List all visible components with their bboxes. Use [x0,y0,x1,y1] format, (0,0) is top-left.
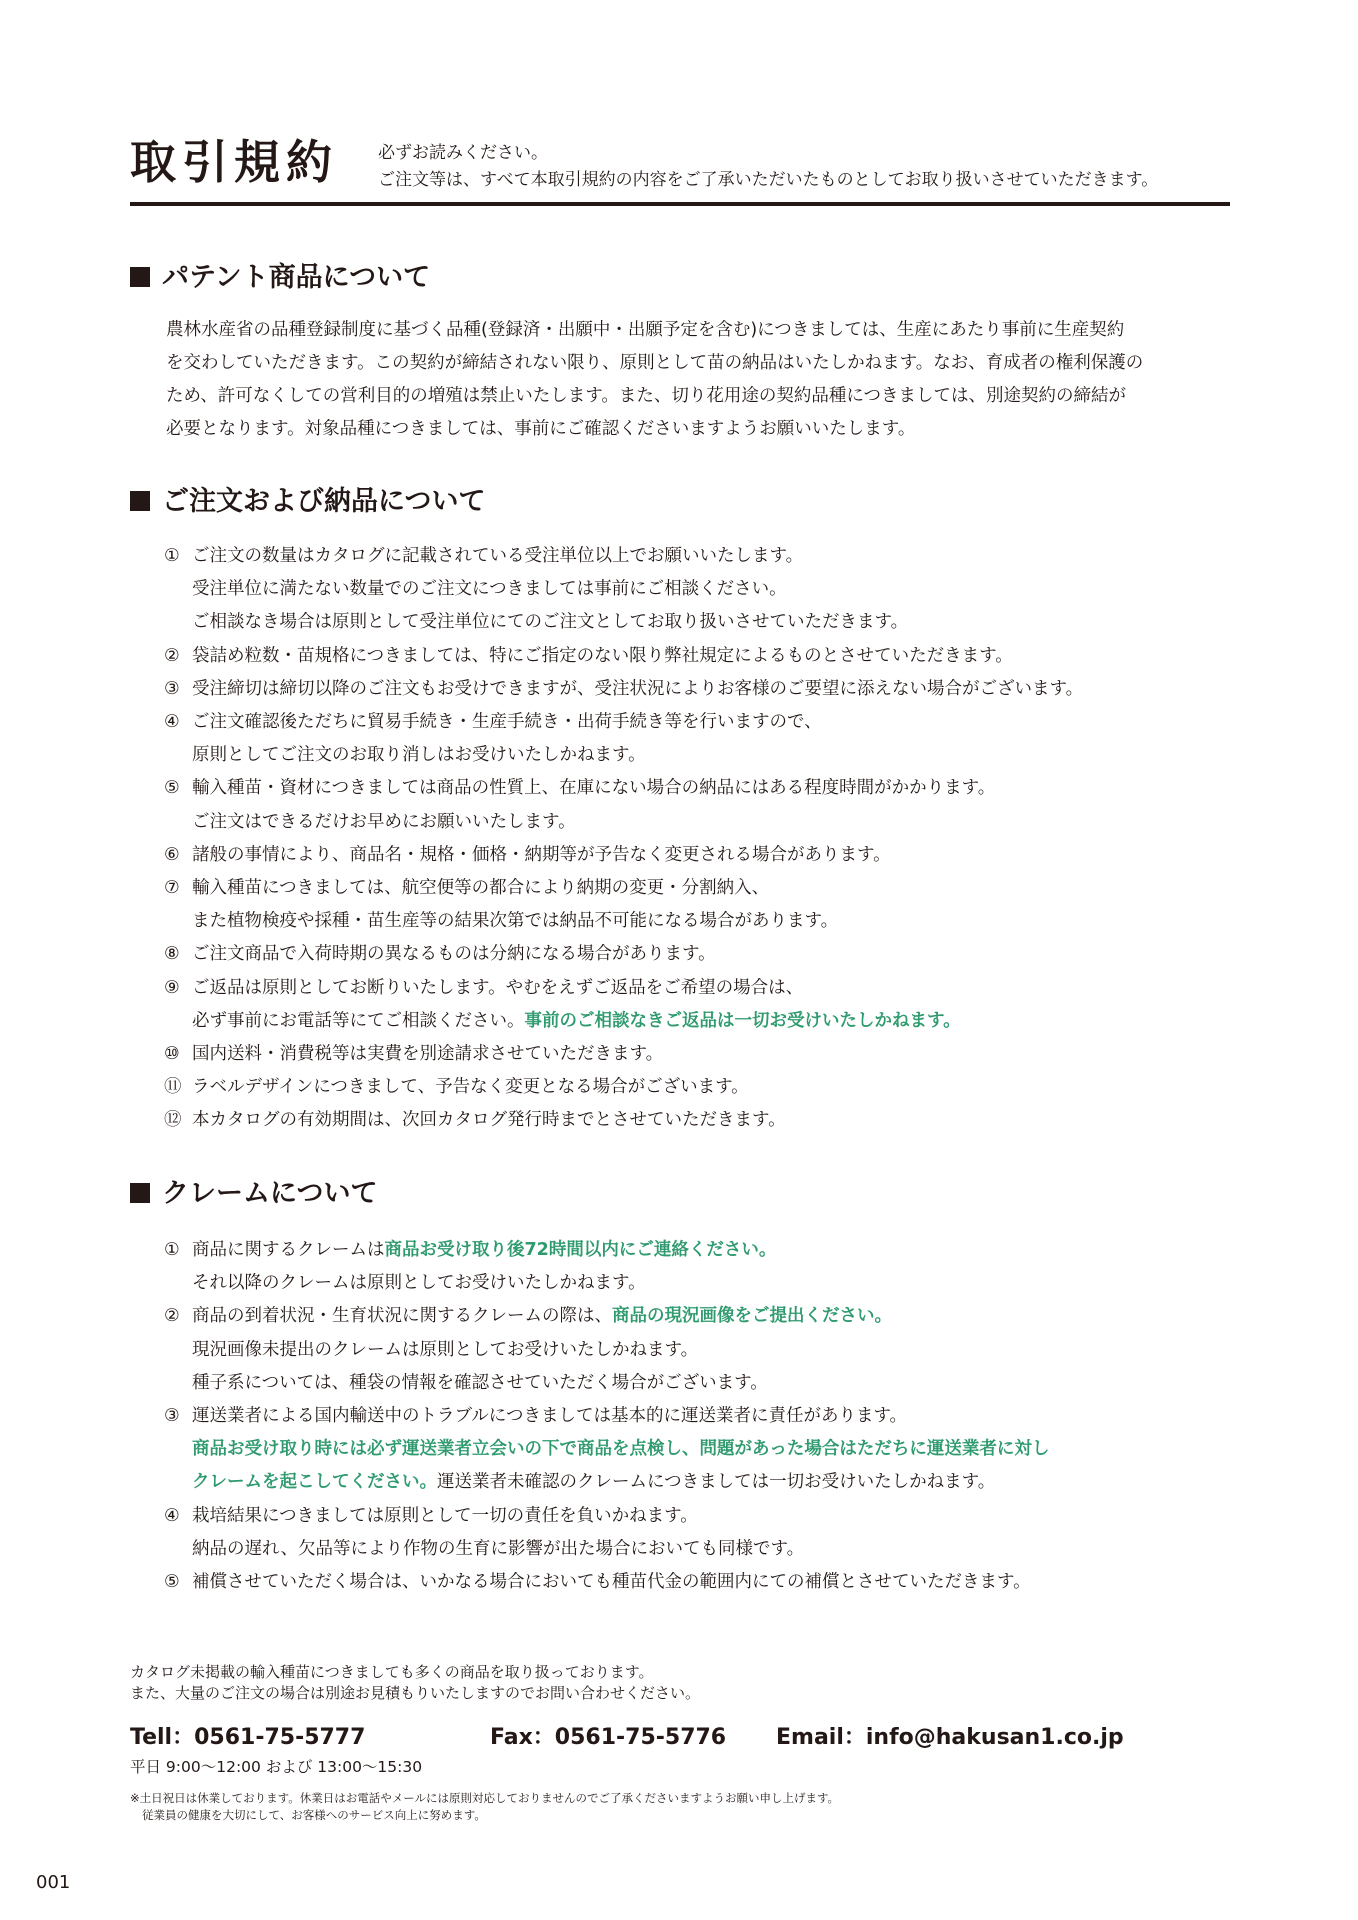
footer-note-line: カタログ未掲載の輸入種苗につきましても多くの商品を取り扱っております。 [130,1663,654,1681]
item-line: 種子系については、種袋の情報を確認させていただく場合がございます。 [192,1372,768,1393]
item-line: また植物検疫や採種・苗生産等の結果次第では納品不可能になる場合があります。 [192,911,839,932]
contact-info [130,1720,1230,1750]
list-item [166,706,1246,772]
list-item [166,540,1246,640]
page-subtitle [378,140,1158,194]
square-bullet-icon [130,267,150,287]
item-line: ご注文商品で入荷時期の異なるものは分納になる場合があります。 [192,944,716,965]
item-text: 必ず事前にお電話等にてご相談ください。 [192,1010,525,1031]
item-number: ③ [164,678,180,699]
list-item [166,1500,1246,1566]
item-line: 国内送料・消費税等は実費を別途請求させていただきます。 [192,1044,664,1065]
list-item [166,1038,1246,1071]
highlight-text: 商品の現況画像をご提出ください。 [612,1306,892,1327]
item-number: ⑤ [164,1572,180,1593]
page-title: 取引規約 [130,135,338,189]
item-line: 原則としてご注文のお取り消しはお受けいたしかねます。 [192,745,646,766]
item-number: ⑥ [164,844,180,865]
paragraph-line: 農林水産省の品種登録制度に基づく品種(登録済・出願中・出願予定を含む)につきましては、生産にあたり事前に生産契約 [166,320,1125,340]
footer-note [130,1662,700,1704]
phone-number: Tell：0561-75-5777 [130,1725,366,1750]
item-number: ⑧ [164,944,180,965]
section-heading-orders [130,484,485,520]
item-line: 現況画像未提出のクレームは原則としてお受けいたしかねます。 [192,1339,699,1360]
item-number: ⑤ [164,778,180,799]
item-line [192,1466,1246,1499]
item-line: ラベルデザインにつきまして、予告なく変更となる場合がございます。 [192,1077,749,1098]
list-item [166,938,1246,971]
section-heading-claims [130,1176,377,1212]
paragraph-line: を交わしていただきます。この契約が締結されない限り、原則として苗の納品はいたしかねます。なお、育成者の権利保護の [166,353,1144,373]
highlight-text: 商品お受け取り後72時間以内にご連絡ください。 [384,1240,777,1260]
list-item [166,772,1246,838]
item-number: ① [164,546,180,566]
item-line: 本カタログの有効期間は、次回カタログ発行時までとさせていただきます。 [192,1110,786,1131]
item-number: ⑪ [164,1077,182,1098]
list-item [166,640,1246,673]
item-number: ① [164,1240,180,1260]
list-item [166,1300,1246,1400]
list-item [166,1566,1246,1599]
section-heading-patent [130,260,430,296]
list-item [166,972,1246,1038]
item-number: ⑫ [164,1110,182,1131]
heading-text: クレームについて [162,1178,378,1209]
item-line: それ以降のクレームは原則としてお受けいたしかねます。 [192,1273,646,1294]
item-text: 運送業者未確認のクレームにつきましては一切お受けいたしかねます。 [437,1472,996,1493]
item-number: ④ [164,712,180,733]
highlight-text: 商品お受け取り時には必ず運送業者立会いの下で商品を点検し、問題があった場合はただちに運送業者に対し [192,1439,1050,1460]
list-item [166,1071,1246,1104]
paragraph-line: 必要となります。対象品種につきましては、事前にご確認くださいますようお願いいたします。 [166,419,916,439]
square-bullet-icon [130,491,150,511]
item-line: ご注文はできるだけお早めにお願いいたします。 [192,811,576,832]
subtitle-line: ご注文等は、すべて本取引規約の内容をご了承いただいたものとしてお取り扱いさせていただきます。 [378,170,1159,190]
heading-text: ご注文および納品について [162,486,486,517]
small-note-line: 従業員の健康を大切にして、お客様へのサービス向上に努めます。 [142,1808,486,1822]
list-item [166,1234,1246,1300]
item-line: 輸入種苗・資材につきましては商品の性質上、在庫にない場合の納品にはある程度時間がかかります。 [192,778,996,799]
item-number: ⑩ [164,1044,180,1065]
item-line: 受注単位に満たない数量でのご注文につきましては事前にご相談ください。 [192,579,787,600]
small-note-line: ※土日祝日は休業しております。休業日はお電話やメールには原則対応しておりませんのでご了承くださいますようお願い申し上げます。 [130,1791,840,1805]
item-line: 受注締切は締切以降のご注文もお受けできますが、受注状況によりお客様のご要望に添えない場合がございます。 [192,678,1084,699]
item-line [192,1005,1246,1038]
email-address: Email：info@hakusan1.co.jp [776,1725,1124,1750]
item-line: 補償させていただく場合は、いかなる場合においても種苗代金の範囲内にての補償とさせていただきます。 [192,1572,1031,1593]
item-number: ③ [164,1406,180,1427]
orders-list [166,540,1246,1138]
item-line: ご注文の数量はカタログに記載されている受注単位以上でお願いいたします。 [192,546,804,566]
item-line: 栽培結果につきましては原則として一切の責任を負いかねます。 [192,1505,698,1526]
item-line [192,1234,1246,1267]
page-header [130,130,1230,206]
page-number: 001 [36,1872,71,1893]
item-number: ④ [164,1505,180,1526]
list-item [166,1400,1246,1500]
item-line: ご返品は原則としてお断りいたします。やむをえずご返品をご希望の場合は、 [192,977,804,998]
item-line [192,1300,1246,1333]
list-item [166,839,1246,872]
item-line: 輸入種苗につきましては、航空便等の都合により納期の変更・分割納入、 [192,878,770,899]
item-number: ⑦ [164,878,180,899]
closed-days-note [130,1790,839,1824]
list-item [166,872,1246,938]
footer-note-line: また、大量のご注文の場合は別途お見積もりいたしますのでお問い合わせください。 [130,1684,701,1702]
item-line: 袋詰め粒数・苗規格につきましては、特にご指定のない限り弊社規定によるものとさせていただきます。 [192,645,1013,666]
item-line: 運送業者による国内輸送中のトラブルにつきましては基本的に運送業者に責任があります。 [192,1406,908,1427]
item-line: 諸般の事情により、商品名・規格・価格・納期等が予告なく変更される場合があります。 [192,844,891,865]
list-item [166,673,1246,706]
highlight-text: クレームを起こしてください。 [192,1472,437,1493]
item-number: ② [164,1306,180,1327]
list-item [166,1104,1246,1137]
heading-text: パテント商品について [162,262,431,293]
item-line: ご相談なき場合は原則として受注単位にてのご注文としてお取り扱いさせていただきます。 [192,612,909,633]
patent-paragraph [166,314,1236,446]
item-line: 納品の遅れ、欠品等により作物の生育に影響が出た場合においても同様です。 [192,1538,805,1559]
subtitle-line: 必ずお読みください。 [378,143,548,163]
item-number: ② [164,645,180,666]
claims-list [166,1234,1246,1599]
item-text: 商品に関するクレームは [192,1240,385,1260]
item-line: ご注文確認後ただちに貿易手続き・生産手続き・出荷手続き等を行いますので、 [192,712,822,733]
business-hours: 平日 9:00〜12:00 および 13:00〜15:30 [130,1758,423,1776]
paragraph-line: ため、許可なくしての営利目的の増殖は禁止いたします。また、切り花用途の契約品種につきましては、別途契約の締結が [166,386,1127,406]
fax-number: Fax：0561-75-5776 [490,1725,727,1750]
square-bullet-icon [130,1183,150,1203]
item-number: ⑨ [164,977,180,998]
item-text: 商品の到着状況・生育状況に関するクレームの際は、 [192,1306,612,1327]
highlight-text: 事前のご相談なきご返品は一切お受けいたしかねます。 [524,1010,961,1031]
